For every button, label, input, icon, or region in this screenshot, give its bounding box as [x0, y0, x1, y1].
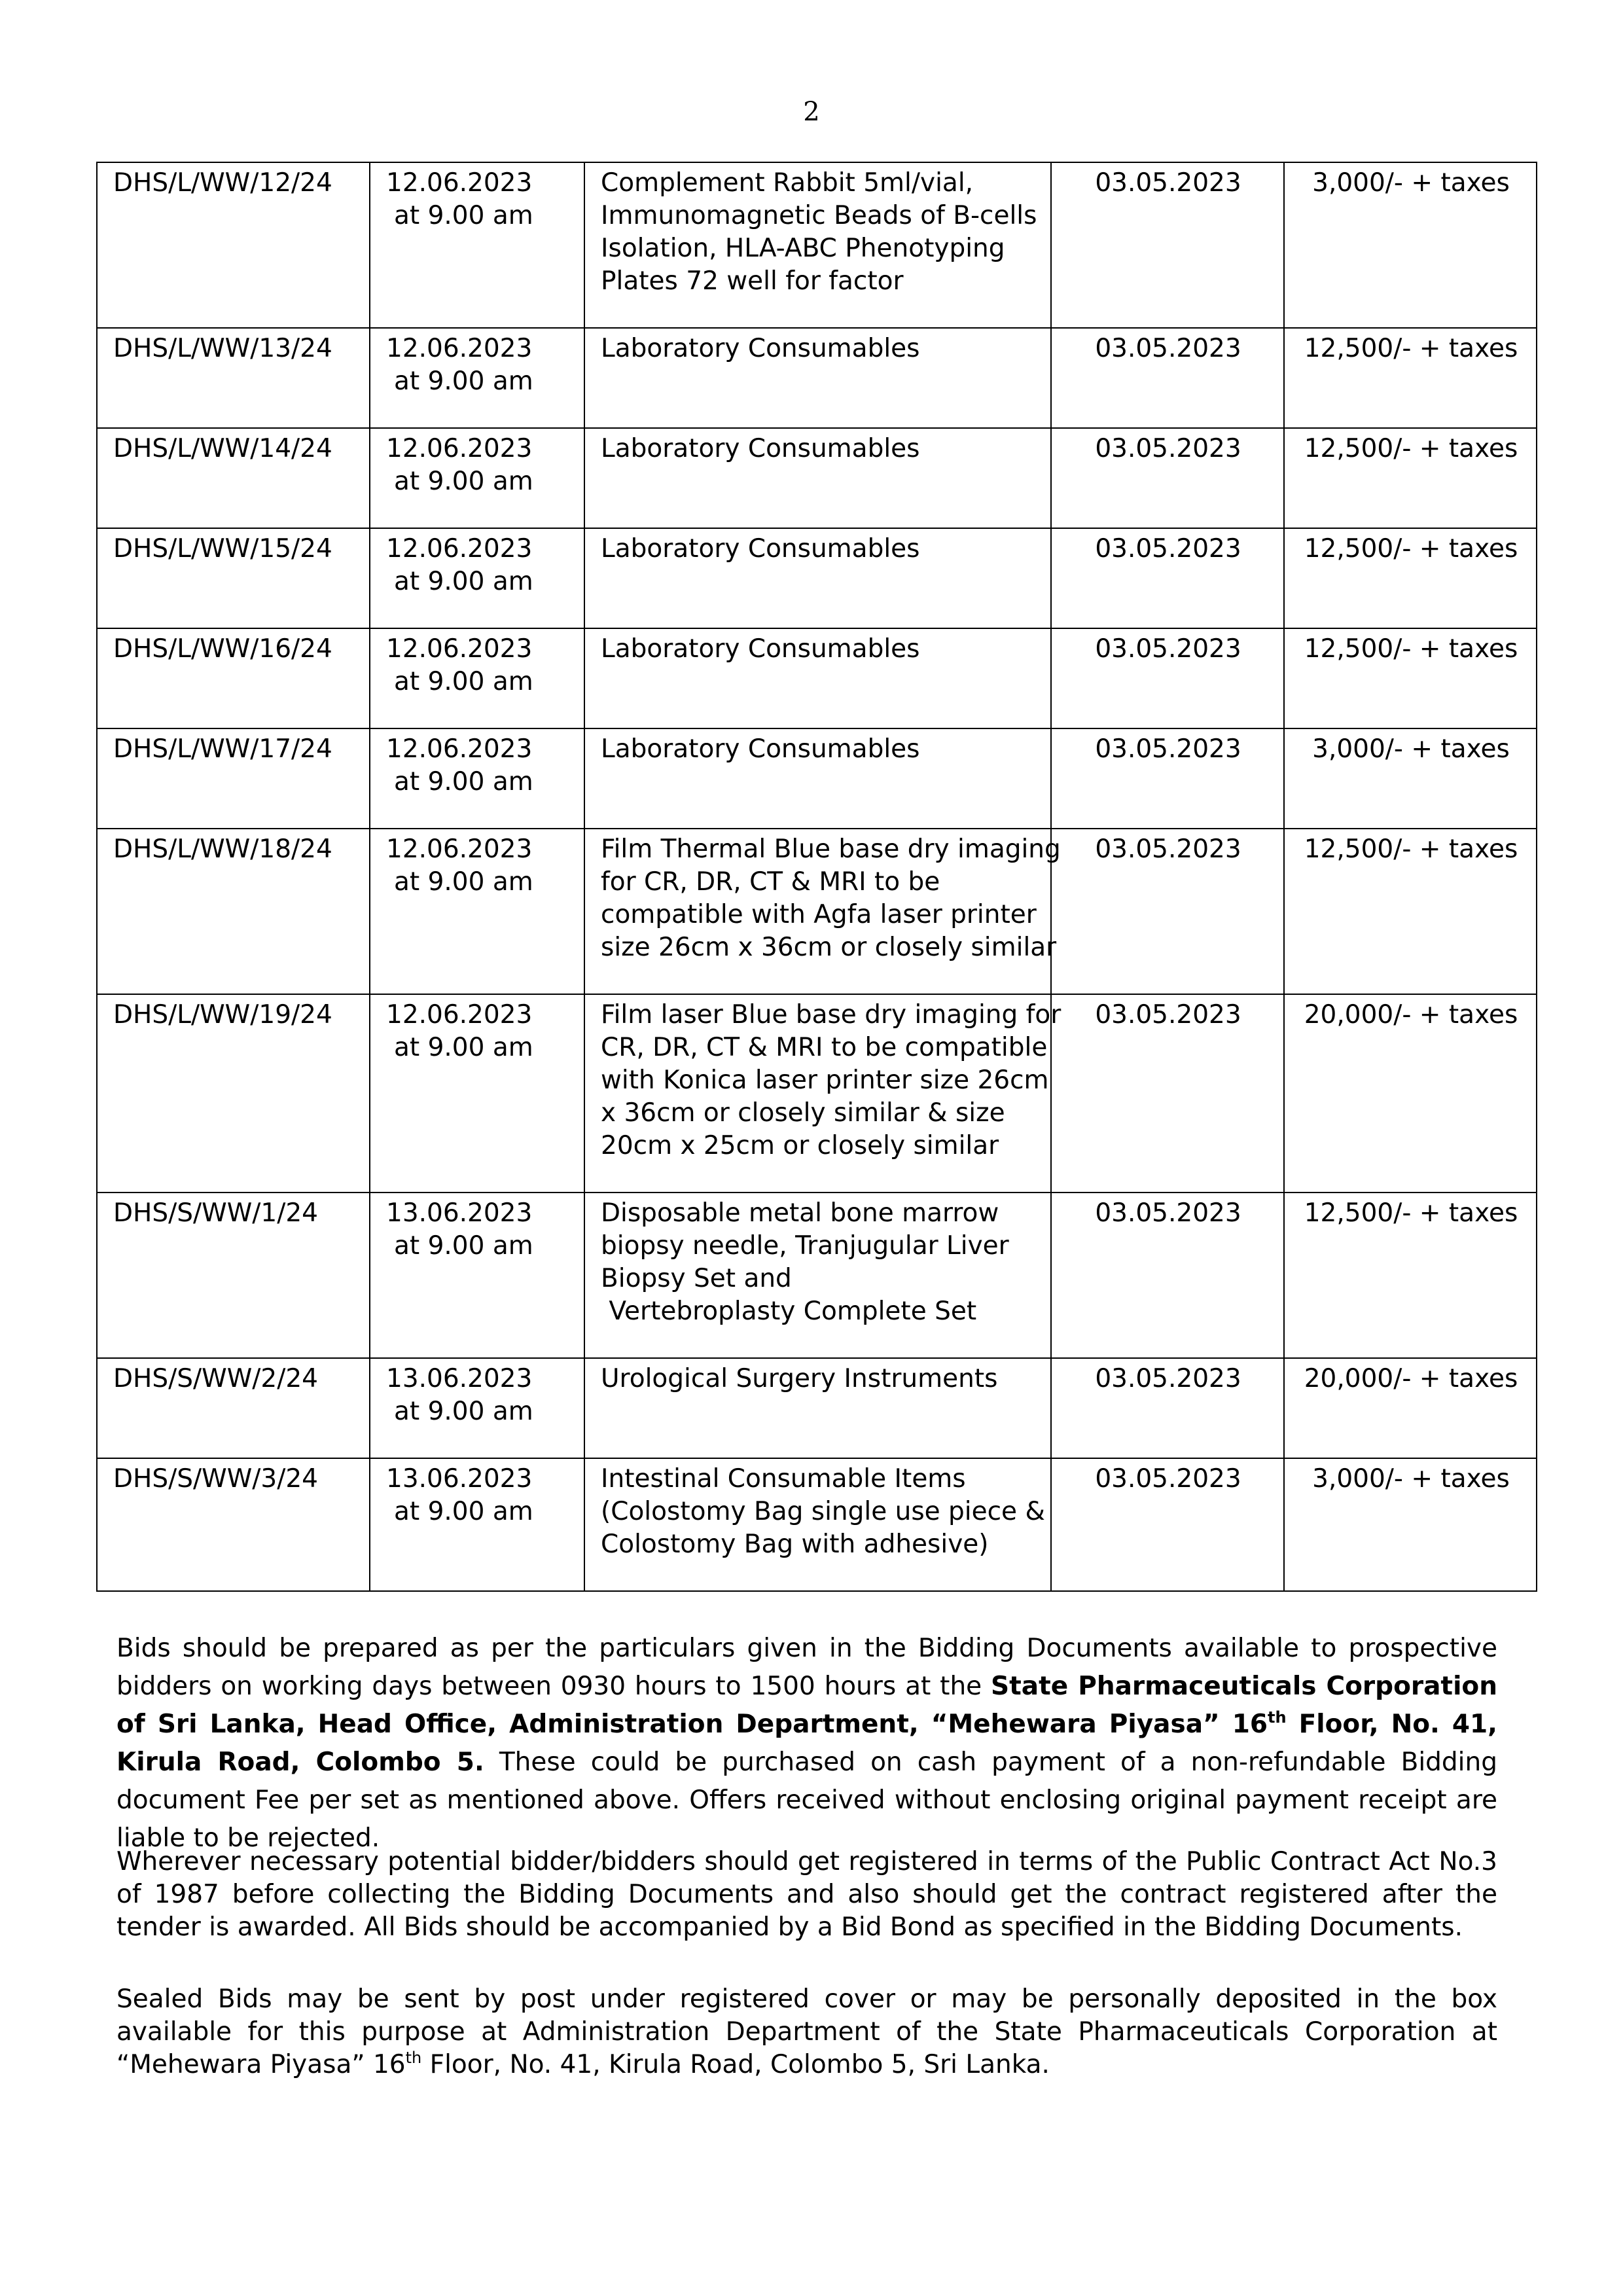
cell-tender-ref: DHS/L/WW/17/24 [97, 728, 370, 829]
description-line: Laboratory Consumables [601, 734, 920, 764]
cell-description [584, 1193, 1051, 1358]
cell-document-fee: 12,500/- + taxes [1284, 829, 1537, 994]
cell-issue-date: 03.05.2023 [1051, 628, 1284, 728]
cell-document-fee: 12,500/- + taxes [1284, 428, 1537, 528]
cell-tender-ref: DHS/L/WW/14/24 [97, 428, 370, 528]
cell-tender-ref: DHS/L/WW/16/24 [97, 628, 370, 728]
cell-document-fee: 12,500/- + taxes [1284, 328, 1537, 428]
paragraph-sealed-bids-text [116, 1983, 1497, 2081]
description-line: Laboratory Consumables [601, 334, 920, 363]
cell-description [584, 528, 1051, 628]
cell-description [584, 728, 1051, 829]
cell-issue-date: 03.05.2023 [1051, 428, 1284, 528]
description-line: Film Thermal Blue base dry imaging [601, 834, 1061, 864]
description-line: biopsy needle, Tranjugular Liver [601, 1231, 1009, 1261]
cell-closing-date [370, 528, 584, 628]
cell-issue-date: 03.05.2023 [1051, 328, 1284, 428]
cell-document-fee: 12,500/- + taxes [1284, 628, 1537, 728]
closing-date: 12.06.2023 [386, 168, 533, 198]
closing-time: at 9.00 am [394, 1033, 533, 1062]
cell-document-fee: 12,500/- + taxes [1284, 1193, 1537, 1358]
table-row [97, 829, 1537, 994]
cell-document-fee: 12,500/- + taxes [1284, 528, 1537, 628]
cell-tender-ref: DHS/S/WW/3/24 [97, 1458, 370, 1591]
p3-text-b: Floor, No. 41, Kirula Road, Colombo 5, Sri Lanka. [421, 2050, 1050, 2079]
cell-closing-date [370, 628, 584, 728]
cell-issue-date: 03.05.2023 [1051, 829, 1284, 994]
tender-table-body [97, 162, 1537, 1591]
page-number: 2 [803, 97, 820, 127]
closing-time: at 9.00 am [394, 767, 533, 797]
p1-bold-address-a: State Pharmaceuticals Corporation of Sri Lanka, Head Office, Administration Department, “Mehewara Piyasa” 16 [116, 1672, 1497, 1739]
description-line: Intestinal Consumable Items [601, 1464, 966, 1494]
cell-tender-ref: DHS/L/WW/13/24 [97, 328, 370, 428]
description-line: with Konica laser printer size 26cm [601, 1066, 1049, 1095]
table-row [97, 994, 1537, 1193]
closing-date: 13.06.2023 [386, 1198, 533, 1228]
table-row [97, 528, 1537, 628]
closing-date: 12.06.2023 [386, 834, 533, 864]
cell-issue-date: 03.05.2023 [1051, 528, 1284, 628]
table-row [97, 328, 1537, 428]
p3-text-a: Sealed Bids may be sent by post under registered cover or may be personally deposited in the box available for this purpose at Administration Department of the State Pharmaceuticals Corporation at “Mehewara Piyasa” 16 [116, 1984, 1497, 2079]
description-line: Laboratory Consumables [601, 434, 920, 463]
cell-closing-date [370, 994, 584, 1193]
description-line: compatible with Agfa laser printer [601, 900, 1037, 929]
closing-date: 12.06.2023 [386, 534, 533, 564]
cell-closing-date [370, 829, 584, 994]
description-line: Immunomagnetic Beads of B-cells [601, 201, 1037, 230]
tender-table [96, 162, 1537, 1592]
cell-closing-date [370, 428, 584, 528]
cell-closing-date [370, 1193, 584, 1358]
cell-document-fee: 3,000/- + taxes [1284, 1458, 1537, 1591]
closing-time: at 9.00 am [394, 1231, 533, 1261]
cell-description [584, 829, 1061, 994]
closing-time: at 9.00 am [394, 1497, 533, 1526]
closing-date: 12.06.2023 [386, 334, 533, 363]
closing-date: 12.06.2023 [386, 734, 533, 764]
table-row [97, 1193, 1537, 1358]
cell-description [584, 328, 1051, 428]
closing-time: at 9.00 am [394, 201, 533, 230]
closing-time: at 9.00 am [394, 467, 533, 496]
description-line: 20cm x 25cm or closely similar [601, 1131, 999, 1160]
description-line: Film laser Blue base dry imaging for [601, 1000, 1061, 1030]
p1-bold-address-b: Floor, No. 41, Kirula Road, Colombo 5. [116, 1710, 1497, 1777]
description-line: size 26cm x 36cm or closely similar [601, 933, 1057, 962]
cell-description [584, 1358, 1051, 1458]
table-row [97, 428, 1537, 528]
description-line: Laboratory Consumables [601, 534, 920, 564]
closing-date: 12.06.2023 [386, 1000, 533, 1030]
cell-description [584, 994, 1061, 1193]
closing-date: 12.06.2023 [386, 634, 533, 664]
description-line: for CR, DR, CT & MRI to be [601, 867, 940, 897]
cell-issue-date: 03.05.2023 [1051, 1193, 1284, 1358]
cell-tender-ref: DHS/S/WW/1/24 [97, 1193, 370, 1358]
cell-description [584, 428, 1051, 528]
cell-issue-date: 03.05.2023 [1051, 162, 1284, 328]
p1-text-a: Bids should be prepared as per the particulars given in the Bidding Documents available to prospective bidders on working days between 0930 hours to 1500 hours at the [116, 1634, 1497, 1701]
closing-time: at 9.00 am [394, 667, 533, 696]
paragraph-registration [116, 1846, 1497, 1944]
description-line: Laboratory Consumables [601, 634, 920, 664]
cell-issue-date: 03.05.2023 [1051, 1358, 1284, 1458]
cell-tender-ref: DHS/L/WW/12/24 [97, 162, 370, 328]
closing-date: 12.06.2023 [386, 434, 533, 463]
cell-issue-date: 03.05.2023 [1051, 994, 1284, 1193]
closing-date: 13.06.2023 [386, 1464, 533, 1494]
description-line: Complement Rabbit 5ml/vial, [601, 168, 974, 198]
cell-document-fee: 3,000/- + taxes [1284, 728, 1537, 829]
paragraph-sealed-bids [116, 1983, 1497, 2081]
table-row [97, 628, 1537, 728]
p1-bold-sup: th [1267, 1708, 1287, 1727]
description-line: Biopsy Set and [601, 1264, 792, 1293]
cell-description [584, 1458, 1051, 1591]
cell-description [584, 162, 1051, 328]
table-row [97, 728, 1537, 829]
paragraph-bidding-documents-text [116, 1630, 1497, 1857]
description-line: Plates 72 well for factor [601, 266, 904, 296]
cell-closing-date [370, 1358, 584, 1458]
description-line: Isolation, HLA-ABC Phenotyping [601, 234, 1005, 263]
paragraph-registration-text: Wherever necessary potential bidder/bidders should get registered in terms of the Public Contract Act No.3 of 1987 before collecting the Bidding Documents and also should get the contract registered after the tender is awarded. All Bids should be accompanied by a Bid Bond as specified in the Bidding Documents. [116, 1847, 1497, 1942]
cell-issue-date: 03.05.2023 [1051, 728, 1284, 829]
cell-closing-date [370, 1458, 584, 1591]
p3-sup: th [405, 2049, 422, 2067]
description-line: x 36cm or closely similar & size [601, 1098, 1005, 1128]
table-row [97, 162, 1537, 328]
p1-text-b: These could be purchased on cash payment of a non-refundable Bidding document Fee per set as mentioned above. Offers received without enclosing original payment receipt are liable to be rejected. [116, 1748, 1497, 1853]
cell-closing-date [370, 728, 584, 829]
closing-date: 13.06.2023 [386, 1364, 533, 1393]
cell-tender-ref: DHS/L/WW/15/24 [97, 528, 370, 628]
closing-time: at 9.00 am [394, 367, 533, 396]
cell-issue-date: 03.05.2023 [1051, 1458, 1284, 1591]
table-row [97, 1358, 1537, 1458]
cell-tender-ref: DHS/L/WW/19/24 [97, 994, 370, 1193]
cell-document-fee: 3,000/- + taxes [1284, 162, 1537, 328]
description-line: Urological Surgery Instruments [601, 1364, 998, 1393]
cell-closing-date [370, 328, 584, 428]
closing-time: at 9.00 am [394, 867, 533, 897]
cell-tender-ref: DHS/L/WW/18/24 [97, 829, 370, 994]
paragraph-bidding-documents [116, 1630, 1497, 1857]
description-line: (Colostomy Bag single use piece & [601, 1497, 1045, 1526]
cell-document-fee: 20,000/- + taxes [1284, 994, 1537, 1193]
closing-time: at 9.00 am [394, 567, 533, 596]
table-row [97, 1458, 1537, 1591]
closing-time: at 9.00 am [394, 1397, 533, 1426]
cell-closing-date [370, 162, 584, 328]
cell-tender-ref: DHS/S/WW/2/24 [97, 1358, 370, 1458]
description-line: Colostomy Bag with adhesive) [601, 1530, 989, 1559]
description-line: Disposable metal bone marrow [601, 1198, 999, 1228]
description-line: Vertebroplasty Complete Set [601, 1297, 977, 1326]
cell-description [584, 628, 1051, 728]
cell-document-fee: 20,000/- + taxes [1284, 1358, 1537, 1458]
description-line: CR, DR, CT & MRI to be compatible [601, 1033, 1048, 1062]
